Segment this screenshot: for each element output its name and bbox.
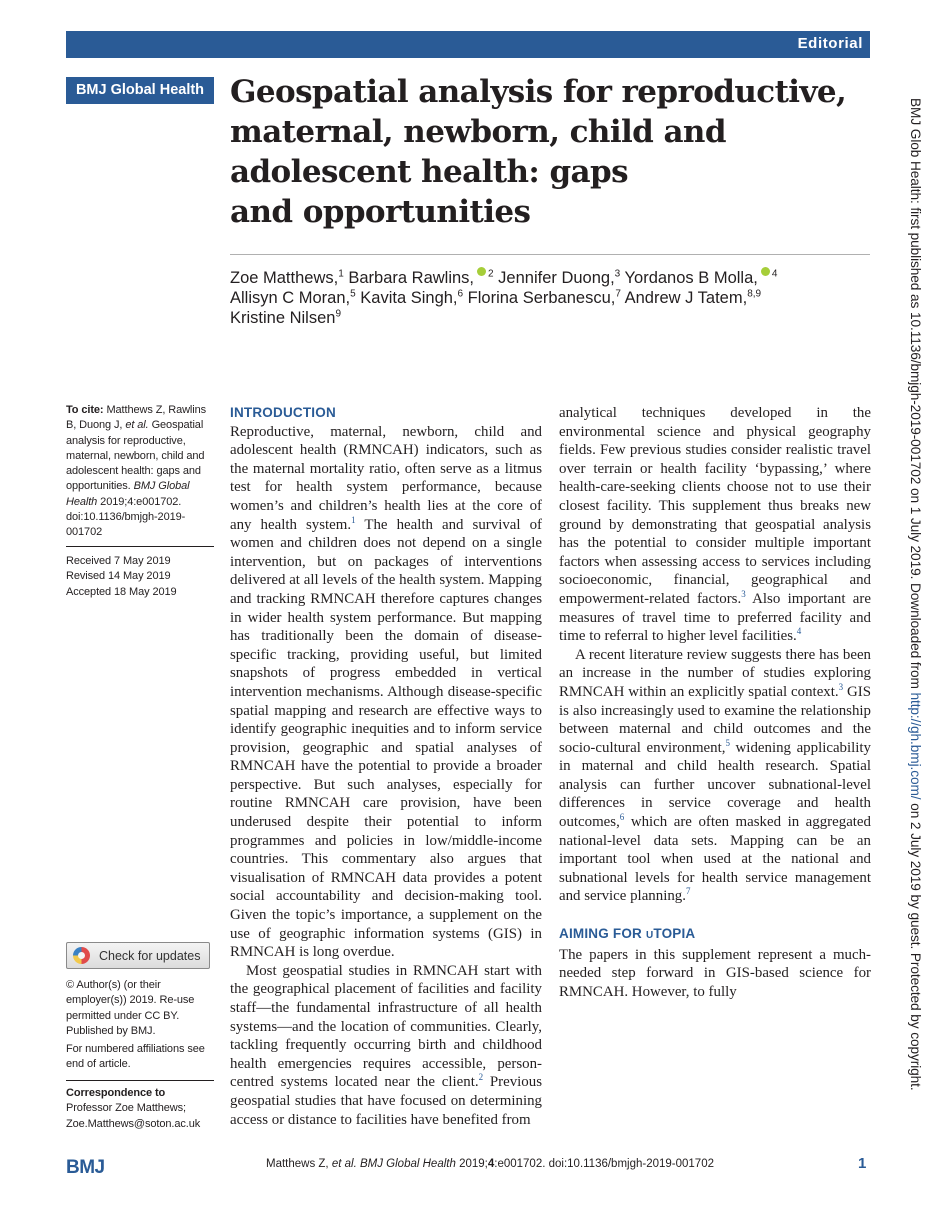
reference-link[interactable]: 2 [478,1072,484,1083]
correspondence-email[interactable]: Zoe.Matthews@soton.ac.uk [66,1117,201,1130]
footer-citation-volume: 4 [487,1158,495,1170]
body-paragraph-continued [559,404,871,646]
download-notice-text: on 2 July 2019 by guest. Protected by copyright. [908,799,923,1091]
affiliation-ref: 6 [457,288,464,300]
section-heading-introduction: INTRODUCTION [230,405,336,420]
section-bar [66,31,870,58]
body-paragraph [559,646,871,906]
title-divider [230,254,870,255]
reference-link[interactable]: 6 [619,812,625,823]
paragraph-text: widening applicability in maternal and child health research. Spatial analysis can further uncover subnational-level differences in service coverage and health outcomes, [559,739,871,831]
footer-citation-text: :e001702. doi:10.1136/bmjgh-2019-001702 [494,1158,714,1170]
footer-citation-text: Matthews Z, [266,1158,329,1170]
check-for-updates-label: Check for updates [99,949,201,963]
cite-text: 2019;4:e001702. doi:10.1136/bmjgh-2019-001702 [66,495,186,539]
download-notice-text: BMJ Glob Health: first published as 10.1136/bmjgh-2019-001702 on 1 July 2019. Downloaded from [908,98,923,693]
citation-box [66,403,218,541]
heading-text: TOPIA [653,926,696,942]
footer-citation-journal: BMJ Global Health [359,1158,456,1170]
paragraph-text: analytical techniques developed in the environmental science and physical geography fields. Few previous studies consider realistic travel over terrain or health facility ‘bypassing,’ where health-care-seeking clients choose not to use their closest facility. This supplement thus breaks new ground by demonstrating that geospatial analysis has the potential to consider multiple important factors when assessing access to services including socioeconomic, financial, geographical and empowerment-related factors. [559,405,871,607]
affiliation-ref: 7 [615,288,621,300]
journal-url-link[interactable]: http://gh.bmj.com/ [908,692,923,800]
correspondence-label: Correspondence to [66,1087,166,1099]
footer-citation [230,1158,750,1170]
affiliation-ref: 2 [488,268,494,280]
check-for-updates-button[interactable] [66,942,210,969]
bmj-logo[interactable]: BMJ [66,1157,105,1178]
cite-journal: BMJ Global Health [66,480,190,508]
sidebar-divider [66,546,214,547]
affiliation-ref: 8,9 [747,288,762,300]
affiliations-note: For numbered affiliations see end of article. [66,1043,205,1071]
reference-link[interactable]: 4 [796,626,802,637]
affiliation-ref: 5 [350,288,356,300]
reference-link[interactable]: 3 [741,588,746,599]
paragraph-text: which are often masked in aggregated national-level data sets. Mapping can be an important tool when used at the national and subnational levels for health service management and service planning. [559,814,871,905]
reference-link[interactable]: 1 [351,514,356,525]
paragraph-text: The health and survival of women and children does not depend on a single intervention, but on packages of interventions delivered at all levels of the health system. Mapping and tracking RMNCAH therefore captures changes in wider health system performance. But mapping has traditionally been the domain of disease-specific tracking, providing useful, but limited snapshots of progress embedded in vertical intervention mechanisms. Although disease-specific spatial mapping and research are effective ways to identify geographic inequities and to inform service provision, geographic and spatial analyses of RMNCAH have the potential to provide a broader perspective. But such analyses, especially for routine RMNCAH care provision, have been underused despite their potential to inform programmes and policies in low/middle-income countries. This commentary also argues that visualisation of RMNCAH data provides a potent social accountability and decision-making tool. Given the topic’s importance, a supplement on the use of geographic information systems (GIS) in RMNCAH is long overdue. [230,516,542,961]
article-title [230,72,850,232]
affiliation-ref: 9 [335,308,342,320]
cite-text: Matthews Z, Rawlins B, Duong J, [66,404,207,432]
body-paragraph [230,962,542,1129]
journal-badge[interactable]: BMJ Global Health [66,77,214,104]
orcid-icon[interactable] [477,267,486,276]
paragraph-text: A recent literature review suggests there has been an increase in the number of studies exploring RMNCAH within an explicitly spatial context. [559,646,871,700]
title-line: maternal, newborn, child and [230,114,726,150]
correspondence-name: Professor Zoe Matthews; [66,1102,186,1115]
sidebar-divider [66,1080,214,1081]
reference-link[interactable]: 3 [838,681,844,692]
paragraph-text: Also important are measures of travel time to preferred facility and time to referral to higher level facilities. [559,590,871,645]
paragraph-text: GIS is also increasingly used to examine the relationship between maternal and child outcomes and the socio-cultural environment, [559,683,871,756]
author-name[interactable]: Kristine Nilsen [230,309,336,327]
author-list [230,268,870,328]
author-name[interactable]: Zoe Matthews, [230,269,339,287]
author-line [230,268,870,288]
author-line [230,308,870,328]
page-number: 1 [858,1155,867,1172]
paragraph-text: Reproductive, maternal, newborn, child and adolescent health (RMNCAH) indicators, such as the maternal mortality ratio, often serve as a litmus test for health system performance, because women’s and children’s health lies at the core of any health system. [230,423,542,533]
orcid-icon[interactable] [761,267,770,276]
section-label: Editorial [797,35,863,52]
body-paragraph: The papers in this supplement represent a much-needed step forward in GIS-based science for RMNCAH. However, to fully [559,946,871,1000]
author-name[interactable]: Florina Serbanescu, [467,289,616,307]
reference-link[interactable]: 5 [725,737,730,748]
author-name[interactable]: Kavita Singh, [360,289,458,307]
cite-label: To cite: [66,404,104,416]
author-name[interactable]: Jennifer Duong, [498,269,615,287]
author-name[interactable]: Yordanos B Molla, [624,269,758,287]
author-line [230,288,870,308]
author-name[interactable]: Allisyn C Moran, [230,289,351,307]
body-column-right [559,404,871,1001]
title-line: and opportunities [230,194,531,230]
revised-date: Revised 14 May 2019 [66,570,171,583]
author-name[interactable]: Barbara Rawlins, [348,269,475,287]
affiliation-ref: 1 [338,268,344,280]
license-note: © Author(s) (or their employer(s)) 2019. Re-use permitted under CC BY. Published by BMJ. [66,979,195,1037]
cite-etal: et al. [125,419,149,432]
affiliation-ref: 4 [771,268,778,280]
body-column-left [230,404,542,1129]
correspondence [66,1086,216,1132]
crossmark-icon [73,947,90,964]
article-dates [66,554,216,600]
author-name[interactable]: Andrew J Tatem, [624,289,748,307]
footer-citation-text: 2019; [459,1158,488,1170]
heading-text: U [645,930,654,942]
accepted-date: Accepted 18 May 2019 [66,585,177,598]
heading-text: AIMING FOR [559,926,646,942]
affiliation-ref: 3 [614,268,621,280]
received-date: Received 7 May 2019 [66,555,171,567]
reference-link[interactable]: 7 [685,886,691,897]
body-paragraph [230,423,542,962]
download-notice [905,98,925,1110]
cite-text: Geospatial analysis for reproductive, maternal, newborn, child and adolescent health: gaps and opportunities. [66,419,205,493]
footer-citation-etal: et al. [331,1158,357,1170]
section-gap [559,906,871,925]
title-line: adolescent health: gaps [230,154,628,190]
title-line: Geospatial analysis for reproductive, [230,74,847,110]
paragraph-text: Most geospatial studies in RMNCAH start with the geographical placement of facilities and facility staff—the fundamental infrastructure of all health systems—and the location of communities. Clearly, tackling frequently occurring birth and childhood health emergencies requires accessible, person-centred systems located near the client. [230,962,542,1091]
section-heading-aiming-for-utopia [559,925,871,946]
paragraph-text: Previous geospatial studies that have focused on determining access or distance to facilities have benefited from [230,1074,542,1128]
